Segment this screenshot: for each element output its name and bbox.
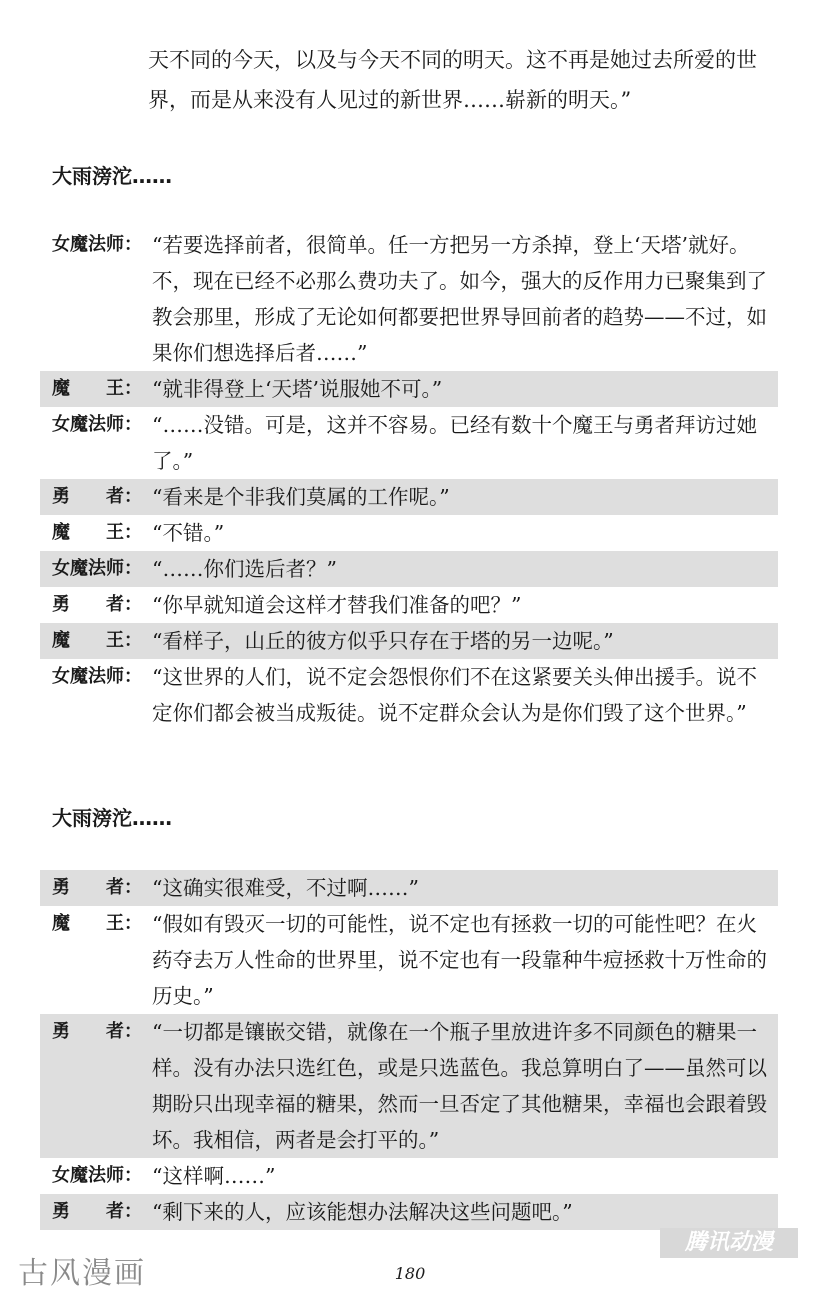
speaker-label: 魔 王： [52,913,142,934]
dialogue-block-2 [40,870,778,1230]
speaker-label: 勇 者： [52,1201,142,1222]
dialogue-line [40,623,778,659]
scene-heading-1: 大雨滂沱…… [52,164,172,188]
dialogue-line [40,659,778,731]
speaker-label: 女魔法师： [52,234,142,255]
dialogue-block-1 [40,227,778,731]
dialogue-text: “这样啊……” [152,1164,276,1188]
speaker-label: 魔 王： [52,630,142,651]
dialogue-text: “……你们选后者？” [152,557,337,581]
dialogue-text: “不错。” [152,521,225,545]
dialogue-line [40,587,778,623]
dialogue-line [40,515,778,551]
dialogue-text: “这世界的人们，说不定会怨恨你们不在这紧要关头伸出援手。说不定你们都会被当成叛徒。说不定群众会认为是你们毁了这个世界。” [152,665,757,725]
speaker-label: 女魔法师： [52,666,142,687]
speaker-label: 女魔法师： [52,558,142,579]
dialogue-line [40,407,778,479]
dialogue-text: “若要选择前者，很简单。任一方把另一方杀掉，登上‘天塔’就好。不，现在已经不必那么费功夫了。如今，强大的反作用力已聚集到了教会那里，形成了无论如何都要把世界导回前者的趋势——不过，如果你们想选择后者……” [152,233,767,365]
dialogue-line [40,371,778,407]
speaker-label: 魔 王： [52,522,142,543]
speaker-label: 女魔法师： [52,1165,142,1186]
watermark-logo-right: 腾讯动漫 [660,1228,798,1258]
speaker-label: 勇 者： [52,486,142,507]
dialogue-line [40,1158,778,1194]
speaker-label: 勇 者： [52,1021,142,1042]
dialogue-text: “一切都是镶嵌交错，就像在一个瓶子里放进许多不同颜色的糖果一样。没有办法只选红色，或是只选蓝色。我总算明白了——虽然可以期盼只出现幸福的糖果，然而一旦否定了其他糖果，幸福也会跟着毁坏。我相信，两者是会打平的。” [152,1020,767,1152]
dialogue-line [40,906,778,1014]
watermark-text-left: 古风漫画 [18,1256,146,1291]
dialogue-text: “……没错。可是，这并不容易。已经有数十个魔王与勇者拜访过她了。” [152,413,757,473]
dialogue-text: “就非得登上‘天塔’说服她不可。” [152,377,443,401]
continuation-paragraph: 天不同的今天，以及与今天不同的明天。这不再是她过去所爱的世界，而是从来没有人见过的新世界……崭新的明天。” [148,48,757,112]
dialogue-text: “看来是个非我们莫属的工作呢。” [152,485,450,509]
dialogue-line [40,479,778,515]
dialogue-text: “你早就知道会这样才替我们准备的吧？” [152,593,522,617]
dialogue-text: “假如有毁灭一切的可能性，说不定也有拯救一切的可能性吧？在火药夺去万人性命的世界里，说不定也有一段靠种牛痘拯救十万性命的历史。” [152,912,767,1008]
dialogue-line [40,1014,778,1158]
speaker-label: 女魔法师： [52,414,142,435]
dialogue-text: “这确实很难受，不过啊……” [152,876,419,900]
dialogue-line [40,1194,778,1230]
page-number: 180 [394,1264,426,1283]
dialogue-text: “剩下来的人，应该能想办法解决这些问题吧。” [152,1200,573,1224]
dialogue-text: “看样子，山丘的彼方似乎只存在于塔的另一边呢。” [152,629,614,653]
dialogue-line [40,227,778,371]
speaker-label: 勇 者： [52,877,142,898]
speaker-label: 魔 王： [52,378,142,399]
dialogue-line [40,551,778,587]
scene-heading-2: 大雨滂沱…… [52,806,172,830]
dialogue-line [40,870,778,906]
speaker-label: 勇 者： [52,594,142,615]
